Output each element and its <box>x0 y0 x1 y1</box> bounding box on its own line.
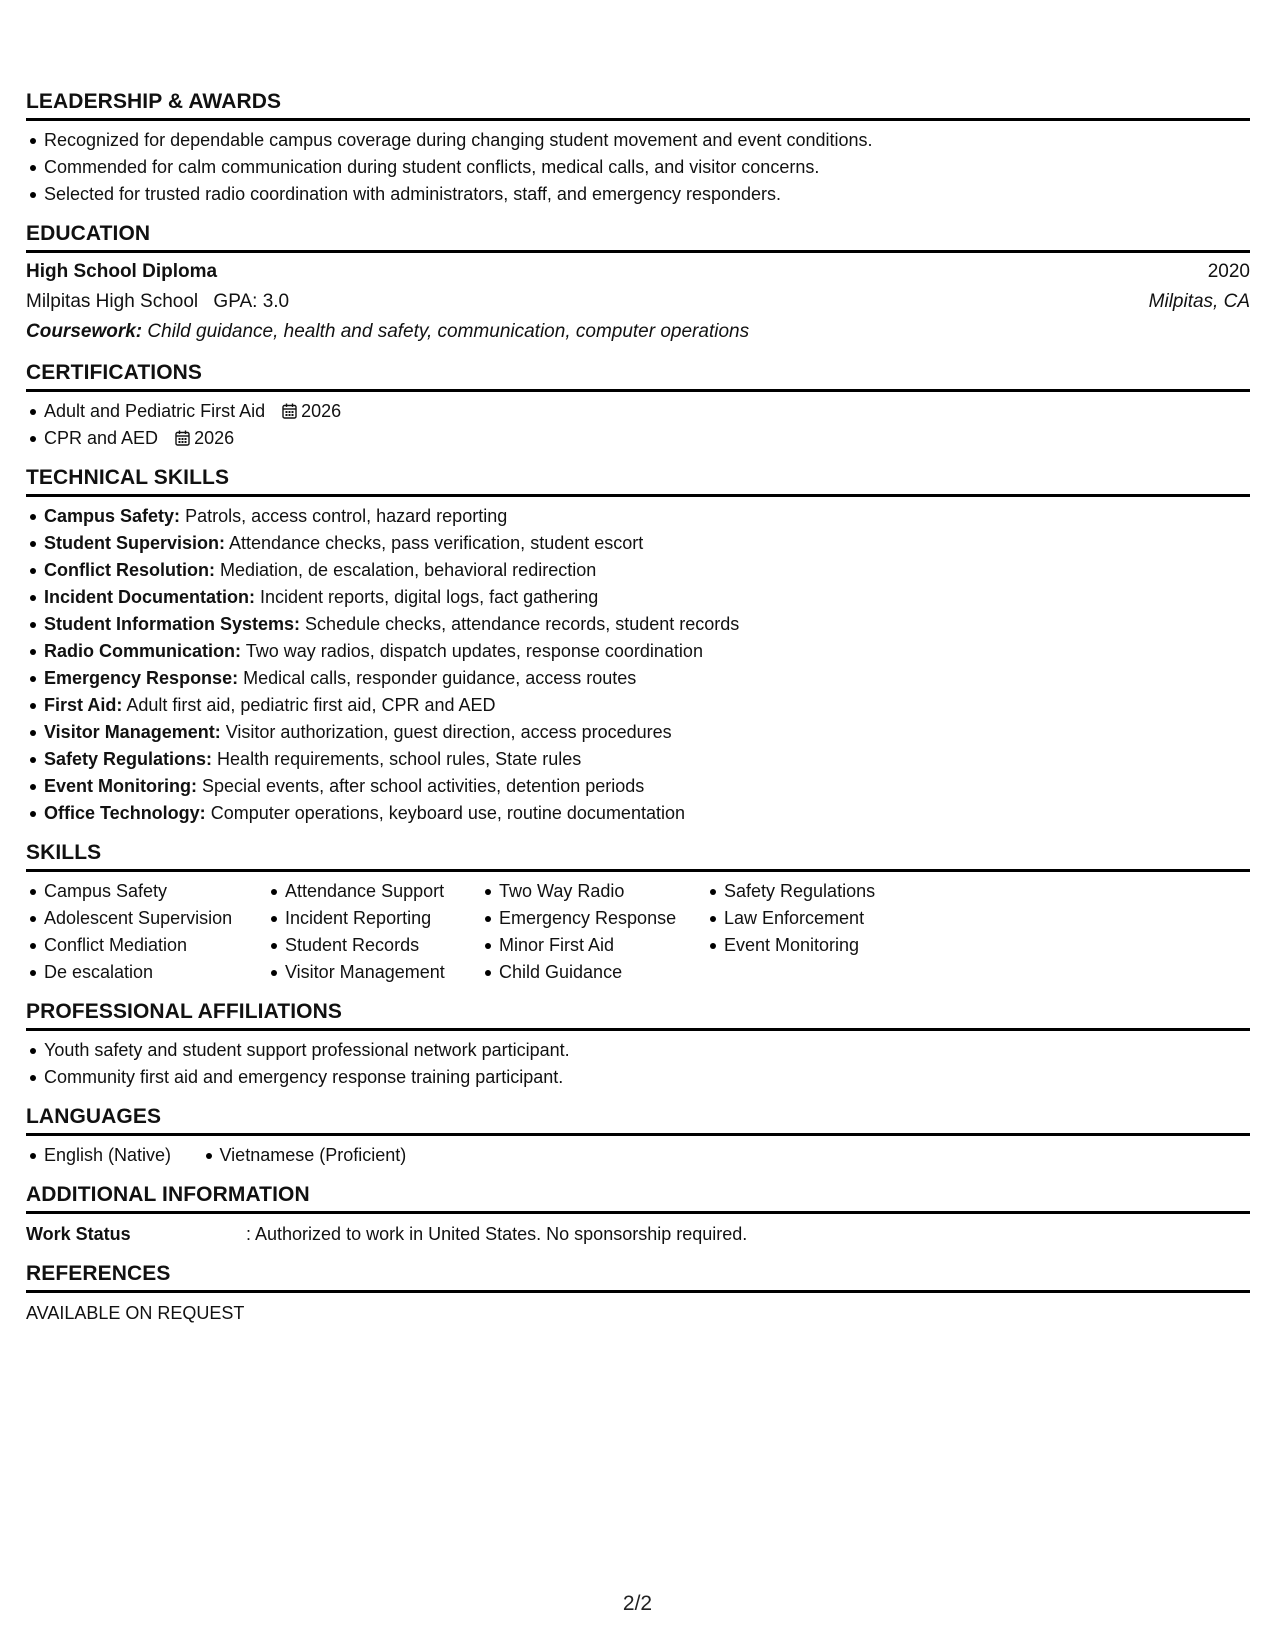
affiliations-list <box>26 1037 1250 1091</box>
skill-label: Student Information Systems: <box>44 614 301 634</box>
education-degree: High School Diploma <box>26 261 218 282</box>
section-title-languages: LANGUAGES <box>26 1105 1250 1136</box>
leadership-list <box>26 127 1250 208</box>
skill-label: Event Monitoring: <box>44 776 197 796</box>
list-item <box>26 665 1250 692</box>
skill-label: Visitor Management: <box>44 722 221 742</box>
resume-page <box>26 90 1250 1341</box>
list-item: Event Monitoring <box>706 932 926 959</box>
list-item <box>26 584 1250 611</box>
certification-name: CPR and AED <box>44 428 159 448</box>
list-item: Youth safety and student support professional network participant. <box>26 1037 1250 1064</box>
references-section <box>26 1262 1250 1327</box>
skill-text: Visitor authorization, guest direction, access procedures <box>225 722 672 742</box>
list-item <box>26 530 1250 557</box>
skill-text: Attendance checks, pass verification, student escort <box>229 533 644 553</box>
skill-label: Emergency Response: <box>44 668 239 688</box>
list-item: Adolescent Supervision <box>26 905 267 932</box>
skills-section <box>26 841 1250 986</box>
skill-text: Schedule checks, attendance records, student records <box>305 614 740 634</box>
list-item: Community first aid and emergency response training participant. <box>26 1064 1250 1091</box>
skill-label: Safety Regulations: <box>44 749 213 769</box>
skill-label: Incident Documentation: <box>44 587 255 607</box>
references-text: AVAILABLE ON REQUEST <box>26 1303 245 1323</box>
language-item: English (Native) <box>26 1142 171 1169</box>
skill-label: First Aid: <box>44 695 123 715</box>
skill-text: Adult first aid, pediatric first aid, CPR and AED <box>126 695 496 715</box>
list-item: Conflict Mediation <box>26 932 267 959</box>
list-item: Minor First Aid <box>481 932 706 959</box>
section-title-skills: SKILLS <box>26 841 1250 872</box>
education-year: 2020 <box>1207 261 1250 282</box>
list-item: Visitor Management <box>267 959 481 986</box>
skill-text: Health requirements, school rules, State rules <box>217 749 582 769</box>
education-school: Milpitas High School <box>26 291 199 312</box>
education-section <box>26 222 1250 347</box>
section-title-additional: ADDITIONAL INFORMATION <box>26 1183 1250 1214</box>
skill-text: Special events, after school activities, detention periods <box>202 776 645 796</box>
section-title-affiliations: PROFESSIONAL AFFILIATIONS <box>26 1000 1250 1031</box>
page-number: 2/2 <box>622 1592 653 1615</box>
list-item: Attendance Support <box>267 878 481 905</box>
section-title-education: EDUCATION <box>26 222 1250 253</box>
list-item <box>26 398 1250 425</box>
list-item: Commended for calm communication during student conflicts, medical calls, and visitor concerns. <box>26 154 1250 181</box>
languages-section <box>26 1105 1250 1169</box>
list-item: Recognized for dependable campus coverage during changing student movement and event conditions. <box>26 127 1250 154</box>
list-item: Child Guidance <box>481 959 706 986</box>
list-item: De escalation <box>26 959 267 986</box>
list-item <box>26 800 1250 827</box>
skills-column <box>481 878 706 986</box>
skill-label: Student Supervision: <box>44 533 226 553</box>
list-item: Incident Reporting <box>267 905 481 932</box>
certifications-list <box>26 398 1250 452</box>
list-item: Safety Regulations <box>706 878 926 905</box>
education-gpa: GPA: 3.0 <box>213 291 290 312</box>
education-location: Milpitas, CA <box>1148 291 1250 312</box>
section-title-certifications: CERTIFICATIONS <box>26 361 1250 392</box>
list-item: Student Records <box>267 932 481 959</box>
skill-text: Computer operations, keyboard use, routine documentation <box>210 803 685 823</box>
skill-text: Two way radios, dispatch updates, response coordination <box>245 641 703 661</box>
skills-grid <box>26 878 1250 986</box>
list-item: Selected for trusted radio coordination with administrators, staff, and emergency responders. <box>26 181 1250 208</box>
list-item: Two Way Radio <box>481 878 706 905</box>
list-item <box>26 425 1250 452</box>
list-item <box>26 557 1250 584</box>
skills-column <box>267 878 481 986</box>
skill-text: Patrols, access control, hazard reporting <box>185 506 508 526</box>
coursework-text: Child guidance, health and safety, communication, computer operations <box>147 321 750 342</box>
calendar-icon <box>282 403 297 419</box>
technical-skills-section <box>26 466 1250 827</box>
skill-label: Office Technology: <box>44 803 206 823</box>
work-status-label: Work Status <box>26 1224 131 1244</box>
affiliations-section <box>26 1000 1250 1091</box>
skill-text: Medical calls, responder guidance, access routes <box>243 668 637 688</box>
section-title-leadership: LEADERSHIP & AWARDS <box>26 90 1250 121</box>
additional-section <box>26 1183 1250 1248</box>
list-item <box>26 638 1250 665</box>
technical-skills-list <box>26 503 1250 827</box>
certification-year: 2026 <box>194 428 235 448</box>
language-item: Vietnamese (Proficient) <box>202 1142 407 1169</box>
skill-label: Radio Communication: <box>44 641 241 661</box>
work-status-value: : Authorized to work in United States. No sponsorship required. <box>246 1224 748 1244</box>
section-title-references: REFERENCES <box>26 1262 1250 1293</box>
skills-column <box>26 878 267 986</box>
section-title-technical-skills: TECHNICAL SKILLS <box>26 466 1250 497</box>
list-item: Law Enforcement <box>706 905 926 932</box>
list-item <box>26 692 1250 719</box>
list-item <box>26 611 1250 638</box>
leadership-section <box>26 90 1250 208</box>
skill-text: Mediation, de escalation, behavioral redirection <box>220 560 597 580</box>
list-item <box>26 746 1250 773</box>
skill-text: Incident reports, digital logs, fact gathering <box>260 587 599 607</box>
certification-name: Adult and Pediatric First Aid <box>44 401 266 421</box>
certifications-section <box>26 361 1250 452</box>
skill-label: Conflict Resolution: <box>44 560 215 580</box>
certification-year: 2026 <box>301 401 342 421</box>
list-item <box>26 773 1250 800</box>
list-item: Emergency Response <box>481 905 706 932</box>
skill-label: Campus Safety: <box>44 506 181 526</box>
list-item <box>26 719 1250 746</box>
languages-list <box>26 1142 432 1169</box>
coursework-label: Coursework: <box>26 321 143 342</box>
calendar-icon <box>175 430 190 446</box>
skills-column <box>706 878 926 986</box>
list-item <box>26 503 1250 530</box>
list-item: Campus Safety <box>26 878 267 905</box>
